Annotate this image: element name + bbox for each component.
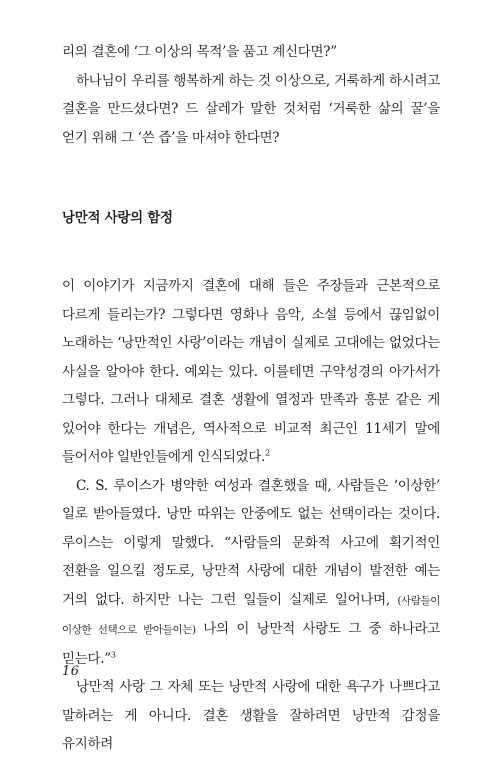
paragraph-romantic-love-history [62, 272, 440, 472]
page-number: 16 [62, 664, 80, 679]
footnote-marker: 3 [110, 650, 116, 659]
paragraph-question: 하나님이 우리를 행복하게 하는 것 이상으로, 거룩하게 하시려고 결혼을 만드셨다면? 드 살레가 말한 것처럼 ‘거룩한 삶의 꿀’을 얻기 위해 그 ‘쓴 즙’을 마셔야 한다면? [62, 72, 440, 146]
section-heading: 낭만적 사랑의 함정 [62, 210, 173, 226]
paragraph-text: 이 이야기가 지금까지 결혼에 대해 들은 주장들과 근본적으로 다르게 들리는가? 그렇다면 영화나 음악, 소설 등에서 끊임없이 노래하는 ‘낭만적인 사랑’이라는 개념이 실제로 고대에는 없었다는 사실을 알아야 한다. 예외는 있다. 이를테면 구약성경의 아가서가 그렇다. 그러나 대체로 결혼 생활에 열정과 만족과 흥분 같은 게 있어야 한다는 개념은, 역사적으로 비교적 최근인 11세기 말에 들어서야 일반인들에게 인식되었다. [62, 278, 440, 465]
inline-aside: (사람들이 이상한 선택으로 받아들이는) [62, 594, 440, 636]
page-body [62, 38, 440, 759]
paragraph-continuation: 리의 결혼에 ‘그 이상의 목적’을 품고 계신다면?” [62, 44, 337, 60]
paragraph-text: 나의 이 낭만적 사랑도 그 중 하나라고 믿는다.” [62, 621, 440, 667]
footnote-marker: 2 [265, 448, 270, 458]
paragraph-cs-lewis [62, 472, 440, 674]
paragraph-romantic-desire: 낭만적 사랑 그 자체 또는 낭만적 사랑에 대한 욕구가 나쁘다고 말하려는 게 아니다. 결혼 생활을 잘하려면 낭만적 감정을 유지하려 [62, 679, 440, 752]
paragraph-text: C. S. 루이스가 병약한 여성과 결혼했을 때, 사람들은 ‘이상한’ 일로 받아들였다. 낭만 따위는 안중에도 없는 선택이라는 것이다. 루이스는 이렇게 말했다. “사람들의 문화적 사고에 획기적인 전환을 일으킬 정도로, 낭만적 사랑에 대한 개념이 발전한 예는 거의 없다. 하지만 나는 그런 일들이 실제로 일어나며, [62, 477, 440, 608]
